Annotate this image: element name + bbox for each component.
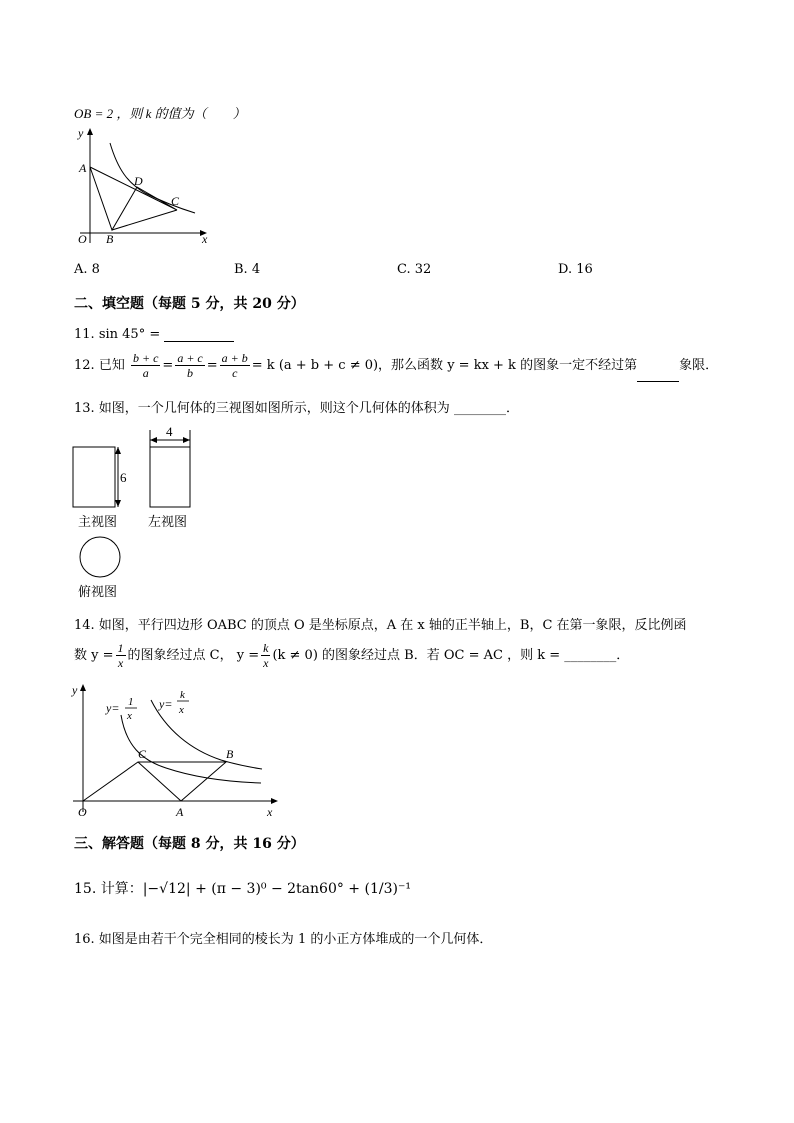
q12-fraction-3: $\frac{a + b}{c}$: [221, 351, 248, 380]
q10-label-D: D: [134, 174, 143, 188]
q12-fraction-2: $\frac{a + c}{b}$: [177, 351, 203, 380]
q13-top-view: [80, 537, 120, 577]
q13-left-view: [150, 447, 190, 507]
q14-figure: [66, 680, 286, 820]
q14-label-B: B: [226, 747, 234, 761]
q10-hyperbola: [110, 143, 195, 213]
q10-label-x: x: [202, 232, 208, 246]
q14-label-A: A: [176, 805, 184, 819]
q14-fraction-2: $\frac{k}{x}$: [263, 641, 269, 670]
q10-label-A: A: [79, 161, 87, 175]
q13-text: 13. 如图，一个几何体的三视图如图所示，则这个几何体的体积为 ________．: [74, 401, 519, 416]
q10-stem: OB = 2 ，则 k 的值为（ ）: [74, 106, 246, 121]
q14-curve-1-label: y=: [106, 701, 120, 715]
q14-label-O: O: [78, 805, 87, 819]
q10-label-O: O: [78, 232, 87, 246]
q13-dim-4: 4: [166, 424, 173, 439]
q14-label-y: y: [72, 683, 78, 697]
q14-fraction-1: $\frac{1}{x}$: [117, 641, 124, 670]
q14-curve-2-label: y=: [159, 697, 173, 711]
q12-answer-blank: [637, 365, 679, 382]
q13-dim-6: 6: [120, 470, 127, 485]
q15-text: 15. 计算：|−√12| + (π − 3)⁰ − 2tan60° + (1/3)⁻¹: [74, 881, 411, 897]
q10-option-b: B. 4: [234, 262, 261, 277]
q12-tail: 象限．: [679, 358, 719, 373]
q11-answer-blank: [164, 341, 234, 342]
q13-front-label: 主视图: [78, 514, 118, 529]
q11-num: 11.: [74, 327, 95, 342]
q14-parallelogram: [83, 762, 226, 801]
q16-text: 16. 如图是由若干个完全相同的棱长为 1 的小正方体堆成的一个几何体．: [74, 932, 493, 947]
q12-post: = k (a + b + c ≠ 0)，那么函数 y = kx + k 的图象一定不经过第: [251, 358, 638, 373]
q10-option-c: C. 32: [397, 262, 432, 277]
q14-line-2: 数 y = $\frac{1}{x}$ 的图象经过点 C， y = $\frac{k}{x}$ (k ≠ 0) 的图象经过点 B．若 OC = AC ，则 k = ________．: [74, 641, 630, 670]
section-2-title: 二、填空题（每题 5 分，共 20 分）: [74, 296, 305, 312]
q14-label-C: C: [138, 747, 147, 761]
q10-label-B: B: [106, 232, 114, 246]
q12-pre: 已知: [98, 358, 125, 373]
q13-three-views: [68, 420, 208, 605]
q12: 12. 已知 $\frac{b + c}{a}$ = $\frac{a + c}{b}$ = $\frac{a + b}{c}$ = k (a + b + c ≠ 0)，那么函数 y = kx + k 的图象一定不经过第 象限．: [74, 351, 719, 380]
q14-curve-1-num: 1: [128, 696, 134, 708]
q13-left-label: 左视图: [148, 514, 188, 529]
q13-top-label: 俯视图: [78, 584, 118, 599]
q14-label-x: x: [267, 805, 273, 819]
q14-curve-1-den: x: [127, 710, 132, 722]
q12-fraction-1: $\frac{b + c}{a}$: [132, 351, 159, 380]
q14-curve-2-den: x: [179, 704, 184, 716]
q10-label-y: y: [78, 126, 84, 140]
q13-front-view: [73, 447, 115, 507]
q10-figure: [70, 125, 215, 250]
q14-line-1: 14. 如图，平行四边形 OABC 的顶点 O 是坐标原点，A 在 x 轴的正半轴上，B，C 在第一象限，反比例函: [74, 618, 687, 633]
q11: [74, 327, 234, 342]
q10-option-a: A. 8: [74, 262, 100, 277]
q14-curve-2-num: k: [180, 689, 185, 701]
q10-label-C: C: [171, 194, 180, 208]
section-3-title: 三、解答题（每题 8 分，共 16 分）: [74, 836, 305, 852]
q12-num: 12.: [74, 358, 95, 373]
q11-text: sin 45° =: [98, 327, 161, 342]
q10-option-d: D. 16: [558, 262, 593, 277]
